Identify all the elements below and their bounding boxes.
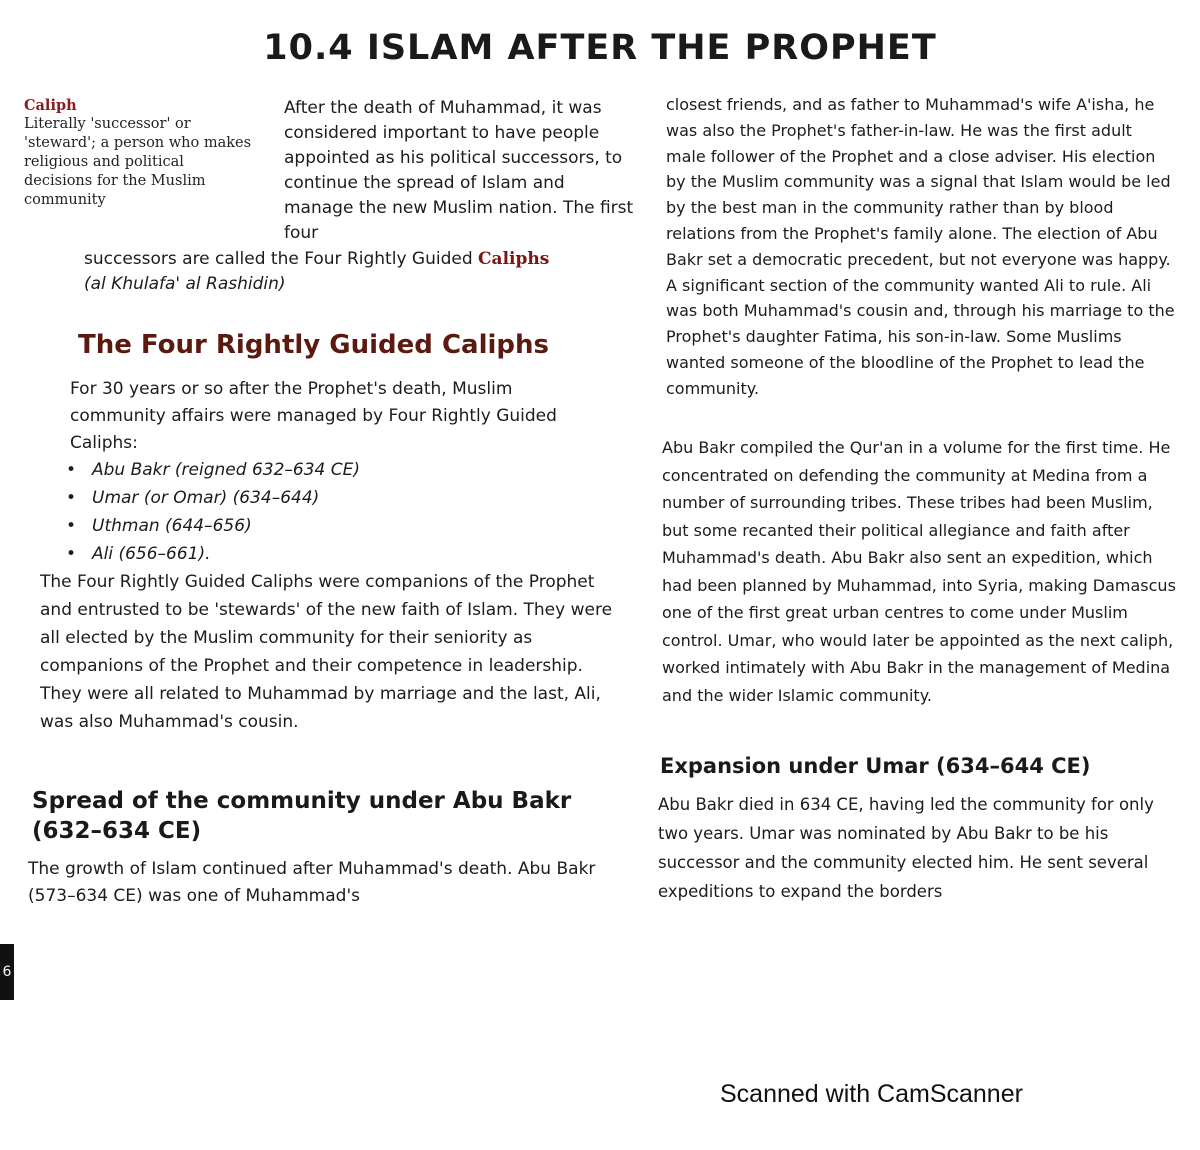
abu-bakr-heading: Spread of the community under Abu Bakr (632–634 CE) — [32, 788, 572, 844]
list-item: • Uthman (644–656) — [62, 512, 562, 540]
glossary-term: Caliph — [24, 97, 77, 114]
abu-bakr-paragraph-right-2: Abu Bakr compiled the Qur'an in a volume for the first time. He concentrated on defending the community at Medina from a number of surrounding tribes. These tribes had been Muslim, but some recanted their political allegiance and faith after Muhammad's death. Abu Bakr also sent an expedition, which had been planned by Muhammad, into Syria, making Damascus one of the first great urban centres to come under Muslim control. Umar, who would later be appointed as the next caliph, worked intimately with Abu Bakr in the management of Medina and the wider Islamic community. — [662, 438, 1176, 705]
intro-continued-text: successors are called the Four Rightly Guided — [84, 249, 473, 269]
caliphs-paragraph: The Four Rightly Guided Caliphs were companions of the Prophet and entrusted to be 'stewards' of the new faith of Islam. They were all elected by the Muslim community for their seniority as companions of the Prophet and their competence in leadership. They were all related to Muhammad by marriage and the last, Ali, was also Muhammad's cousin. — [40, 572, 613, 732]
page-number-tab: 6 — [0, 944, 14, 1000]
scanner-watermark: Scanned with CamScanner — [720, 1080, 1023, 1108]
umar-heading: Expansion under Umar (634–644 CE) — [660, 754, 1091, 778]
four-caliphs-intro: For 30 years or so after the Prophet's death, Muslim community affairs were managed by Four Rightly Guided Caliphs: — [70, 379, 557, 453]
list-item: • Ali (656–661). — [62, 540, 562, 568]
abu-bakr-paragraph-left: The growth of Islam continued after Muhammad's death. Abu Bakr (573–634 CE) was one of Muhammad's — [28, 859, 596, 906]
intro-paragraph-continued — [84, 247, 644, 297]
list-item: • Umar (or Omar) (634–644) — [62, 484, 562, 512]
caliphs-keyword: Caliphs — [478, 249, 550, 269]
glossary-definition: Literally 'successor' or 'steward'; a person who makes religious and political decisions for the Muslim community — [24, 116, 252, 208]
glossary-box — [24, 96, 256, 210]
umar-paragraph: Abu Bakr died in 634 CE, having led the community for only two years. Umar was nominated by Abu Bakr to be his successor and the community elected him. He sent several expeditions to expand the borders — [658, 795, 1154, 901]
four-caliphs-heading: The Four Rightly Guided Caliphs — [78, 330, 549, 360]
intro-paragraph-top: After the death of Muhammad, it was considered important to have people appointed as his political successors, to continue the spread of Islam and manage the new Muslim nation. The first four — [284, 98, 634, 243]
page-title: 10.4 ISLAM AFTER THE PROPHET — [263, 28, 937, 68]
caliphs-list — [62, 456, 562, 568]
abu-bakr-paragraph-right-1: closest friends, and as father to Muhammad's wife A'isha, he was also the Prophet's father-in-law. He was the first adult male follower of the Prophet and a close adviser. His election by the Muslim community was a signal that Islam would be led by the best man in the community rather than by blood relations from the Prophet's family alone. The election of Abu Bakr set a democratic precedent, but not everyone was happy. A significant section of the community wanted Ali to rule. Ali was both Muhammad's cousin and, through his marriage to the Prophet's daughter Fatima, his son-in-law. Some Muslims wanted someone of the bloodline of the Prophet to lead the community. — [666, 95, 1175, 398]
arabic-term: (al Khulafa' al Rashidin) — [84, 274, 286, 294]
list-item: • Abu Bakr (reigned 632–634 CE) — [62, 456, 562, 484]
